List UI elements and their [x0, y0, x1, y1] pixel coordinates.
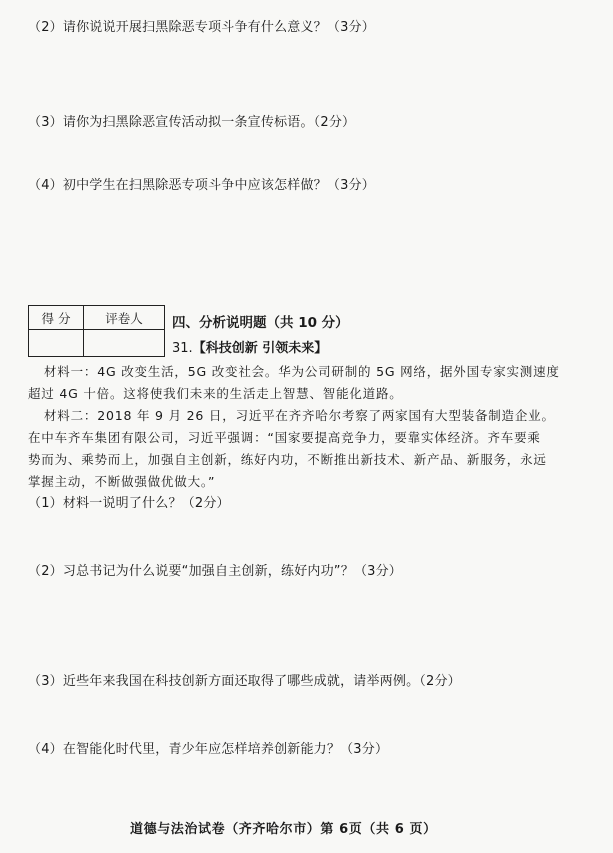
material-line: 材料二：2018 年 9 月 26 日，习近平在齐齐哈尔考察了两家国有大型装备制造企业。 [44, 408, 555, 423]
q31-title [172, 337, 327, 356]
material-line: 在中车齐车集团有限公司，习近平强调：“国家要提高竞争力，要靠实体经济。齐车要乘 [28, 430, 541, 445]
grader-label: 评卷人 [84, 306, 165, 330]
grader-cell[interactable] [84, 330, 165, 357]
page-footer: 道德与法治试卷（齐齐哈尔市）第 6页（共 6 页） [130, 822, 437, 837]
question-31-3: （3）近些年来我国在科技创新方面还取得了哪些成就，请举两例。（2分） [28, 674, 461, 689]
section-title: 四、分析说明题（共 10 分） [172, 315, 349, 331]
question-31-4: （4）在智能化时代里，青少年应怎样培养创新能力？（3分） [28, 742, 389, 757]
score-label: 得 分 [29, 306, 84, 330]
material-line: 超过 4G 十倍。这将使我们未来的生活走上智慧、智能化道路。 [28, 386, 403, 401]
question-31-2: （2）习总书记为什么说要“加强自主创新，练好内功”？（3分） [28, 564, 403, 579]
q31-number: 31. [172, 341, 193, 356]
question-31-1: （1）材料一说明了什么？（2分） [28, 496, 230, 511]
score-cell[interactable] [29, 330, 84, 357]
score-table [28, 305, 165, 357]
material-line: 掌握主动，不断做强做优做大。” [28, 474, 216, 489]
question-2-significance: （2）请你说说开展扫黑除恶专项斗争有什么意义？（3分） [28, 20, 375, 35]
material-line: 材料一：4G 改变生活，5G 改变社会。华为公司研制的 5G 网络，据外国专家实测速度 [44, 364, 560, 379]
material-line: 势而为、乘势而上，加强自主创新，练好内功，不断推出新技术、新产品、新服务，永远 [28, 452, 547, 467]
q31-theme: 【科技创新 引领未来】 [192, 341, 328, 356]
question-3-slogan: （3）请你为扫黑除恶宣传活动拟一条宣传标语。（2分） [28, 115, 356, 130]
question-4-students: （4）初中学生在扫黑除恶专项斗争中应该怎样做？（3分） [28, 178, 375, 193]
